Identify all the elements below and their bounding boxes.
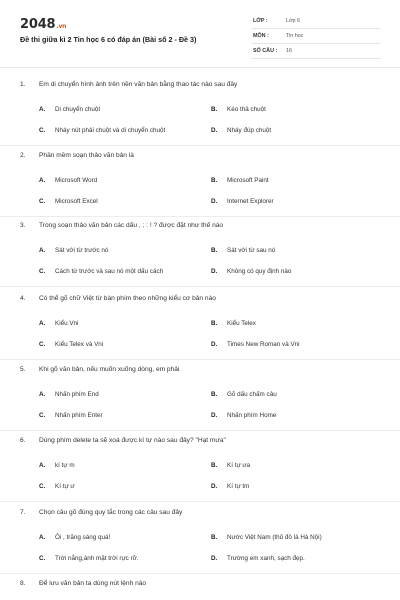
option-letter: D. <box>211 127 218 134</box>
option-text: Microsoft Paint <box>227 177 269 184</box>
page-header <box>0 0 400 66</box>
info-value: Lớp 6 <box>286 18 301 24</box>
question-text: Phần mềm soạn thảo văn bản là <box>39 152 134 159</box>
option-letter: C. <box>39 483 46 490</box>
option-letter: B. <box>211 177 218 184</box>
option-text: Internet Explorer <box>227 198 274 205</box>
option-text: Di chuyển chuột <box>55 106 101 113</box>
option-letter: C. <box>39 555 46 562</box>
option-text: Kiểu Vni <box>55 320 79 327</box>
option-letter: B. <box>211 320 218 327</box>
question-number: 4. <box>20 295 26 302</box>
option-letter: B. <box>211 462 218 469</box>
option-letter: D. <box>211 412 218 419</box>
question-text: Để lưu văn bản ta dùng nút lệnh nào <box>39 580 147 587</box>
question-number: 3. <box>20 222 26 229</box>
option-text: Kéo thả chuột <box>227 106 266 113</box>
option-letter: C. <box>39 412 46 419</box>
option-text: Ôi , trăng sáng quá! <box>55 534 111 541</box>
option-text: Không có quy định nào <box>227 268 292 275</box>
question-number: 7. <box>20 509 26 516</box>
option-text: Microsoft Excel <box>55 198 98 205</box>
info-value: 16 <box>286 48 292 54</box>
option-text: Sát với từ sau nó <box>227 247 276 254</box>
option-letter: C. <box>39 198 46 205</box>
option-text: Nhấn phím Home <box>227 412 277 419</box>
option-text: Kí tự ư <box>55 483 75 490</box>
question-divider <box>0 501 400 502</box>
option-letter: A. <box>39 320 46 327</box>
question-divider <box>0 145 400 146</box>
header-divider <box>0 67 400 68</box>
option-letter: D. <box>211 198 218 205</box>
question-number: 5. <box>20 366 26 373</box>
info-row-question-count <box>251 44 381 59</box>
option-letter: B. <box>211 106 218 113</box>
option-text: Microsoft Word <box>55 177 98 184</box>
option-text: Cách từ trước và sau nó một dấu cách <box>55 268 164 275</box>
question-number: 8. <box>20 580 26 587</box>
info-label: SỐ CÂU : <box>253 48 278 54</box>
question-number: 2. <box>20 152 26 159</box>
option-letter: D. <box>211 268 218 275</box>
question-text: Khi gõ văn bản, nếu muốn xuống dòng, em phải <box>39 366 180 373</box>
option-text: Nháy đúp chuột <box>227 127 272 134</box>
question-divider <box>0 359 400 360</box>
option-letter: A. <box>39 462 46 469</box>
option-text: Sát với từ trước nó <box>55 247 109 254</box>
option-letter: D. <box>211 555 218 562</box>
exam-info-panel <box>251 14 381 59</box>
question-text: Em di chuyển hình ảnh trên nền văn bản bằng thao tác nào sau đây <box>39 81 238 88</box>
option-letter: A. <box>39 247 46 254</box>
info-value: Tin học <box>286 33 304 39</box>
option-letter: C. <box>39 268 46 275</box>
option-text: Nhấn phím Enter <box>55 412 103 419</box>
option-text: Kiểu Telex và Vni <box>55 341 104 348</box>
site-logo[interactable] <box>20 17 66 32</box>
question-divider <box>0 216 400 217</box>
option-letter: B. <box>211 534 218 541</box>
option-letter: D. <box>211 483 218 490</box>
exam-title: Đề thi giữa kì 2 Tin học 6 có đáp án (Bài số 2 - Đề 3) <box>20 35 197 44</box>
option-text: Kiểu Telex <box>227 320 256 327</box>
option-letter: C. <box>39 127 46 134</box>
option-text: Trời nắng,ánh mặt trời rực rỡ. <box>55 555 139 562</box>
option-text: Times New Roman và Vni <box>227 341 300 348</box>
question-text: Chọn câu gõ đúng quy tắc trong các câu sau đây <box>39 509 183 516</box>
option-text: Gõ dấu chấm câu <box>227 391 277 398</box>
question-text: Trong soạn thảo văn bản các dấu , ; : ! ? được đặt như thế nào <box>39 222 224 229</box>
option-text: kí tự m <box>55 462 75 469</box>
info-row-subject <box>251 29 381 44</box>
option-text: Nháy nút phải chuột và di chuyển chuột <box>55 127 166 134</box>
option-text: Nước Việt Nam (thủ đô là Hà Nội) <box>227 534 322 541</box>
option-letter: A. <box>39 106 46 113</box>
question-number: 6. <box>20 437 26 444</box>
question-divider <box>0 573 400 574</box>
option-text: Kí tự tm <box>227 483 250 490</box>
info-label: MÔN : <box>253 33 269 39</box>
option-text: Kí tự ưa <box>227 462 251 469</box>
logo-text: 2048 <box>20 17 56 32</box>
option-letter: A. <box>39 534 46 541</box>
info-label: LỚP : <box>253 18 268 24</box>
option-letter: B. <box>211 247 218 254</box>
question-text: Dùng phím delete ta sẽ xoá được kí tự nào sau đây? "Hạt mưa" <box>39 437 226 444</box>
question-divider <box>0 286 400 287</box>
question-number: 1. <box>20 81 26 88</box>
logo-suffix: .vn <box>56 23 67 30</box>
option-letter: A. <box>39 177 46 184</box>
info-row-class <box>251 14 381 29</box>
option-text: Trường em xanh, sạch đẹp. <box>227 555 305 562</box>
question-divider <box>0 430 400 431</box>
option-letter: C. <box>39 341 46 348</box>
question-text: Có thể gõ chữ Việt từ bàn phím theo những kiểu cơ bản nào <box>39 295 216 302</box>
option-text: Nhấn phím End <box>55 391 99 398</box>
option-letter: B. <box>211 391 218 398</box>
option-letter: D. <box>211 341 218 348</box>
option-letter: A. <box>39 391 46 398</box>
